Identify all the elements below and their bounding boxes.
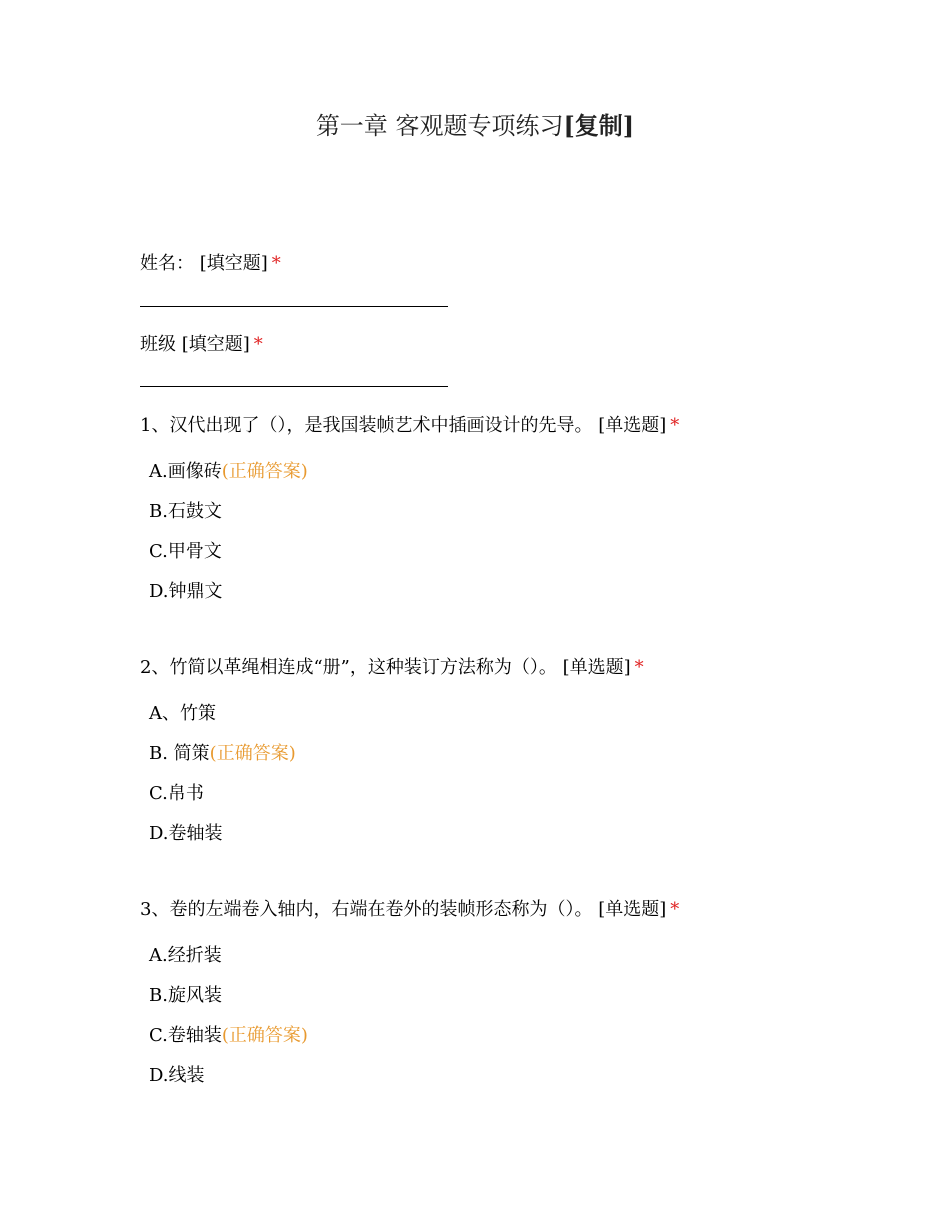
- required-mark: *: [670, 415, 680, 436]
- q3-option-d[interactable]: [149, 1064, 205, 1088]
- q3-option-b[interactable]: [149, 984, 222, 1008]
- question-1: [140, 414, 679, 438]
- question-1-text: 1、汉代出现了（），是我国装帧艺术中插画设计的先导。: [140, 415, 593, 436]
- q2-option-a-label: A、竹策: [149, 703, 216, 724]
- q1-option-a-label: A.画像砖: [149, 461, 222, 482]
- question-1-type: [单选题]: [598, 415, 667, 436]
- q2-option-c-label: C.帛书: [149, 783, 204, 804]
- class-label: 班级: [140, 334, 176, 355]
- q3-option-b-label: B.旋风装: [149, 985, 222, 1006]
- title-suffix: [复制]: [563, 111, 635, 140]
- question-2-type: [单选题]: [562, 657, 631, 678]
- question-3-type: [单选题]: [598, 899, 667, 920]
- page-title: [0, 110, 950, 142]
- correct-answer-note: (正确答案): [209, 743, 296, 764]
- q1-option-b-label: B.石鼓文: [149, 501, 222, 522]
- question-2: [140, 656, 644, 680]
- q1-option-c-label: C.甲骨文: [149, 541, 222, 562]
- q1-option-b[interactable]: [149, 500, 222, 524]
- q2-option-d-label: D.卷轴装: [149, 823, 223, 844]
- q1-option-d[interactable]: [149, 580, 223, 604]
- question-3: [140, 898, 679, 922]
- required-mark: *: [271, 253, 281, 274]
- name-field[interactable]: [140, 306, 448, 307]
- name-label: 姓名：: [140, 253, 194, 274]
- q2-option-d[interactable]: [149, 822, 223, 846]
- q3-option-a[interactable]: [149, 944, 222, 968]
- name-type: [填空题]: [199, 253, 268, 274]
- q2-option-a[interactable]: [149, 702, 216, 726]
- q3-option-d-label: D.线装: [149, 1065, 205, 1086]
- required-mark: *: [253, 334, 263, 355]
- q1-option-d-label: D.钟鼎文: [149, 581, 223, 602]
- q3-option-c-label: C.卷轴装: [149, 1025, 222, 1046]
- required-mark: *: [634, 657, 644, 678]
- q3-option-c[interactable]: [149, 1024, 308, 1048]
- class-type: [填空题]: [181, 334, 250, 355]
- title-main: 第一章 客观题专项练习: [315, 112, 564, 140]
- q1-option-c[interactable]: [149, 540, 222, 564]
- class-field[interactable]: [140, 386, 448, 387]
- question-3-text: 3、卷的左端卷入轴内，右端在卷外的装帧形态称为（）。: [140, 899, 593, 920]
- question-2-text: 2、竹简以革绳相连成“册”，这种装订方法称为（）。: [140, 657, 557, 678]
- q2-option-b[interactable]: [149, 742, 296, 766]
- correct-answer-note: (正确答案): [221, 461, 308, 482]
- class-question: [140, 333, 263, 357]
- correct-answer-note: (正确答案): [221, 1025, 308, 1046]
- q2-option-b-label: B. 简策: [149, 743, 210, 764]
- q2-option-c[interactable]: [149, 782, 204, 806]
- required-mark: *: [670, 899, 680, 920]
- name-question: [140, 252, 281, 276]
- q3-option-a-label: A.经折装: [149, 945, 222, 966]
- q1-option-a[interactable]: [149, 460, 308, 484]
